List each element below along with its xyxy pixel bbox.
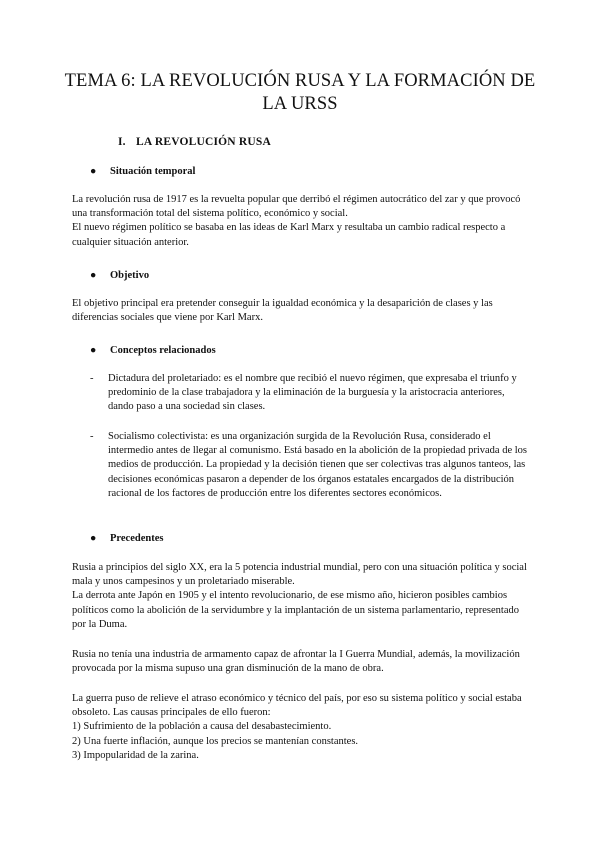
subheading-label: Precedentes xyxy=(110,533,164,544)
objetivo-paragraph xyxy=(72,297,532,325)
paragraph-line: El nuevo régimen político se basaba en las ideas de Karl Marx y resultaba un cambio radical respecto a cualquier situación anterior. xyxy=(72,222,506,248)
section-number: I. xyxy=(118,136,126,148)
dash-marker: - xyxy=(90,431,94,442)
list-item: 3) Impopularidad de la zarina. xyxy=(72,749,199,761)
list-item: 2) Una fuerte inflación, aunque los precios se mantenían constantes. xyxy=(72,735,359,747)
page-title: TEMA 6: LA REVOLUCIÓN RUSA Y LA FORMACIÓN DE LA URSS xyxy=(64,71,536,114)
bullet-icon: ● xyxy=(90,345,97,356)
dash-marker: - xyxy=(90,373,94,384)
list-item: 1) Sufrimiento de la población a causa del desabastecimiento. xyxy=(72,721,332,733)
paragraph-line: La revolución rusa de 1917 es la revuelta popular que derribó el régimen autocrático del zar y que provocó una transformación total del sistema político, económico y social. xyxy=(72,194,521,220)
concept-text: Dictadura del proletariado: es el nombre que recibió el nuevo régimen, que expresaba el triunfo y predominio de la clase trabajadora y la eliminación de la burguesía y la aristocracia anteriores, dando paso a una sociedad sin clases. xyxy=(108,373,517,413)
paragraph-line: Rusia no tenía una industria de armamento capaz de afrontar la I Guerra Mundial, además, la movilización provocada por la misma supuso una gran disminución de la mano de obra. xyxy=(72,649,520,675)
concept-text: Socialismo colectivista: es una organización surgida de la Revolución Rusa, considerado el intermedio antes de llegar al comunismo. Está basado en la abolición de la propiedad privada de los medios de producción. La propiedad y la decisión tienen que ser colectivas tras algunos tanteos, las decisiones económicas pasaron a depender de los órganos estatales encargados de la distribución racional de los factores de producción entre los diferentes sectores económicos. xyxy=(108,431,527,499)
paragraph-line: Rusia a principios del siglo XX, era la 5 potencia industrial mundial, pero con una situación política y social mala y unos campesinos y un proletariado miserable. xyxy=(72,562,527,588)
subheading-precedentes xyxy=(90,533,163,544)
paragraph-line: El objetivo principal era pretender conseguir la igualdad económica y la desaparición de clases y las diferencias sociales que viene por Karl Marx. xyxy=(72,298,493,324)
subheading-label: Conceptos relacionados xyxy=(110,345,216,356)
concept-item xyxy=(90,372,532,415)
concept-item xyxy=(90,430,532,501)
paragraph-line: La derrota ante Japón en 1905 y el intento revolucionario, de ese mismo año, hicieron posibles cambios políticos como la abolición de la servidumbre y la implantación de un sistema parlamentario, representado por la Duma. xyxy=(72,590,519,630)
subheading-situacion xyxy=(90,166,195,177)
section-title: LA REVOLUCIÓN RUSA xyxy=(136,136,272,148)
precedentes-paragraph-1 xyxy=(72,561,532,632)
bullet-icon: ● xyxy=(90,270,97,281)
precedentes-paragraph-2 xyxy=(72,648,532,676)
bullet-icon: ● xyxy=(90,166,97,177)
subheading-label: Objetivo xyxy=(110,270,150,281)
subheading-objetivo xyxy=(90,270,149,281)
section-heading xyxy=(118,136,271,148)
subheading-conceptos xyxy=(90,345,216,356)
subheading-label: Situación temporal xyxy=(110,166,196,177)
bullet-icon: ● xyxy=(90,533,97,544)
precedentes-paragraph-3 xyxy=(72,692,532,763)
paragraph-line: La guerra puso de relieve el atraso económico y técnico del país, por eso su sistema político y social estaba obsoleto. Las causas principales de ello fueron: xyxy=(72,693,522,719)
situacion-paragraph xyxy=(72,193,532,250)
